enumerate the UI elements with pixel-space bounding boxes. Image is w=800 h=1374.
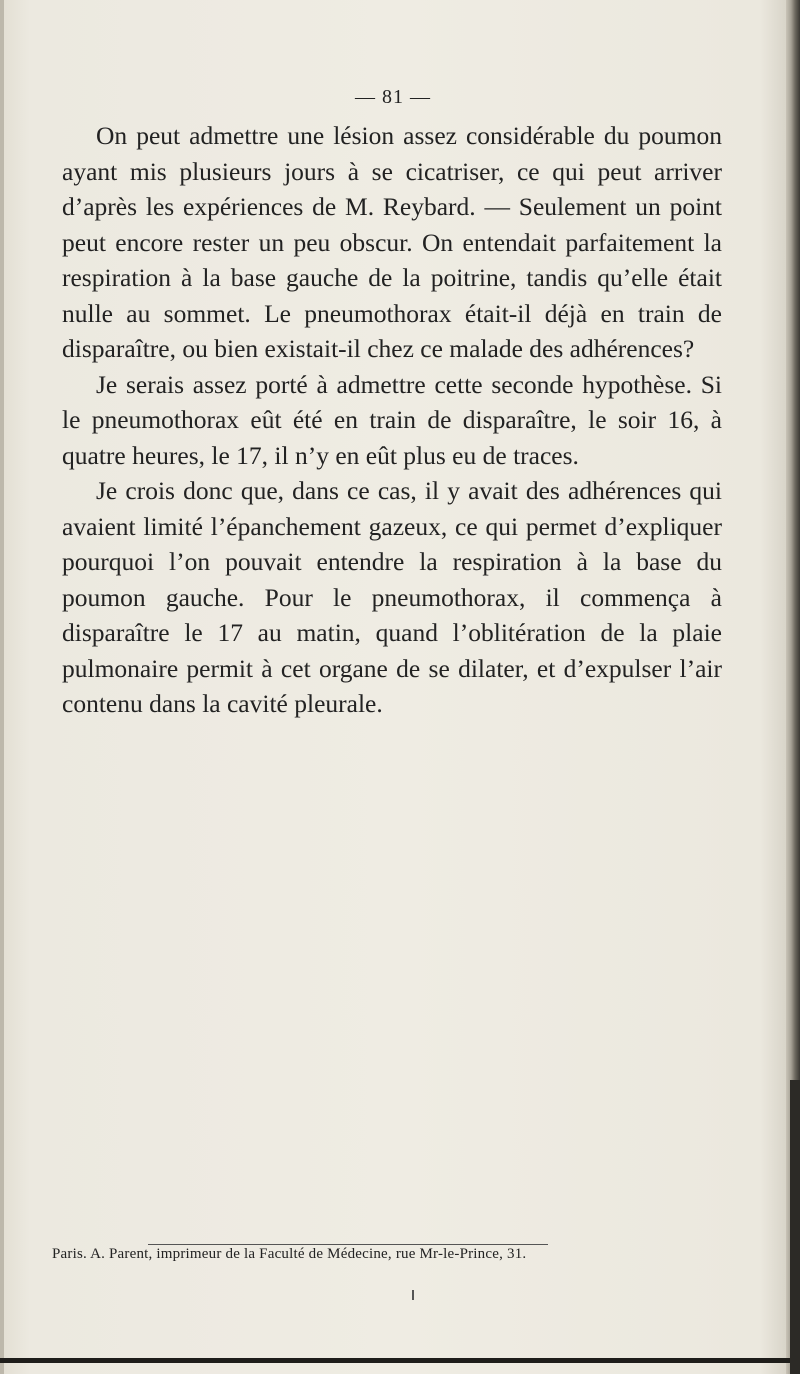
page-number: — 81 — xyxy=(355,86,431,108)
paragraph: On peut admettre une lésion assez considérable du poumon ayant mis plusieurs jours à se cicatriser, ce qui peut arriver d’après les expériences de M. Reybard. — Seulement un point peut encore rester un peu obscur. On entendait parfaitement la respiration à la base gauche de la poitrine, tandis qu’elle était nulle au sommet. Le pneumothorax était-il déjà en train de disparaître, ou bien existait-il chez ce malade des adhérences? xyxy=(62,121,722,363)
book-binding-edge xyxy=(786,0,800,1374)
body-text xyxy=(62,118,722,722)
paragraph: Je serais assez porté à admettre cette seconde hypothèse. Si le pneumothorax eût été en train de disparaître, le soir 16, à quatre heures, le 17, il n’y en eût plus eu de traces. xyxy=(62,369,722,470)
binding-shadow xyxy=(790,1080,800,1374)
paragraph: Je crois donc que, dans ce cas, il y avait des adhérences qui avaient limité l’épanchement gazeux, ce qui permet d’expliquer pourquoi l’on pouvait entendre la respiration à la base du poumon gauche. Pour le pneumothorax, il commença à disparaître le 17 au matin, quand l’oblitération de la plaie pulmonaire permit à cet organe de se dilater, et d’expulser l’air contenu dans la cavité pleurale. xyxy=(62,476,722,718)
page-left-edge xyxy=(0,0,4,1374)
printer-imprint: Paris. A. Parent, imprimeur de la Faculté de Médecine, rue Mr-le-Prince, 31. xyxy=(52,1246,527,1262)
imprint-rule xyxy=(148,1244,548,1245)
signature-mark xyxy=(412,1290,414,1300)
printer-imprint-container xyxy=(52,1246,526,1263)
bottom-edge-line xyxy=(0,1358,790,1363)
